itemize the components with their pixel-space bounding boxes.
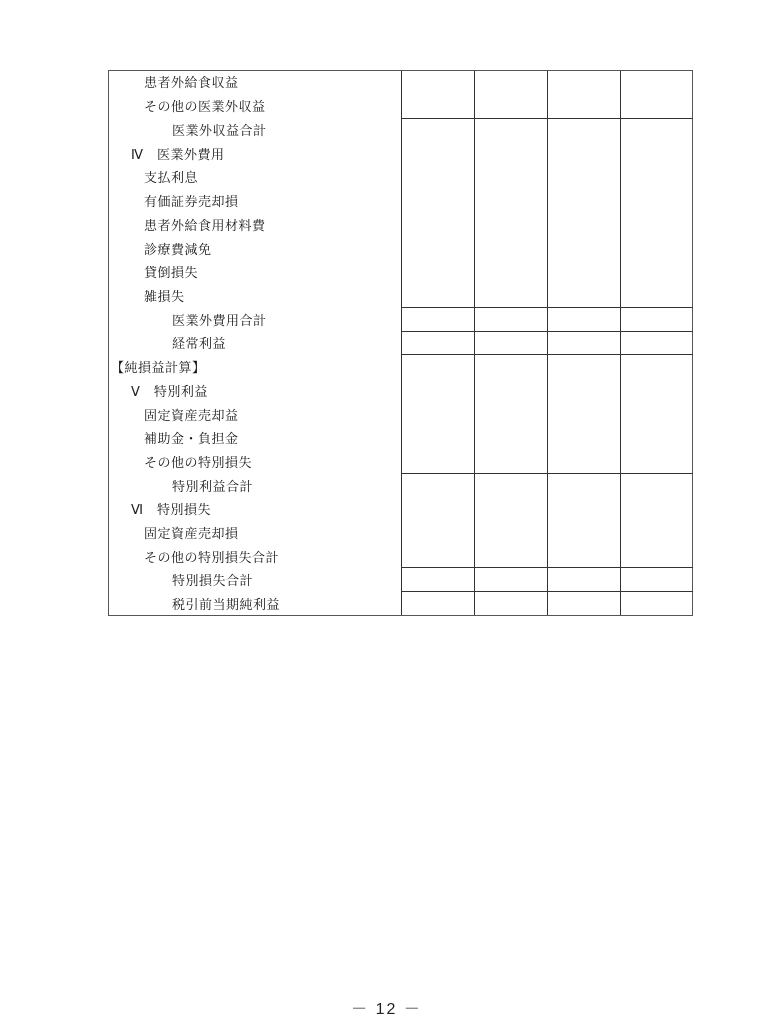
row-group-divider bbox=[401, 331, 693, 332]
page-number: － 12 － bbox=[351, 1001, 422, 1018]
value-cell bbox=[475, 71, 547, 118]
row-label: 特別損失合計 bbox=[172, 574, 254, 589]
value-cell bbox=[402, 71, 474, 118]
row-label: 医業外収益合計 bbox=[172, 124, 267, 139]
row-group-divider bbox=[401, 307, 693, 308]
row-group-divider bbox=[401, 591, 693, 592]
row-label: 固定資産売却損 bbox=[144, 527, 239, 542]
row-group-divider bbox=[401, 118, 693, 119]
row-label: 経常利益 bbox=[172, 337, 227, 352]
account-label-column bbox=[109, 71, 402, 615]
value-cell bbox=[621, 71, 693, 118]
column-divider bbox=[547, 71, 548, 615]
income-statement-table bbox=[108, 70, 693, 616]
row-group-divider bbox=[401, 567, 693, 568]
row-label: 補助金・負担金 bbox=[144, 432, 239, 447]
row-group-divider bbox=[401, 354, 693, 355]
row-label: その他の特別損失 bbox=[144, 456, 253, 471]
row-label: 患者外給食用材料費 bbox=[144, 219, 266, 234]
row-label: 税引前当期純利益 bbox=[172, 598, 281, 613]
row-label: 雑損失 bbox=[144, 290, 185, 305]
row-label: Ⅴ 特別利益 bbox=[131, 385, 208, 400]
row-label: 特別利益合計 bbox=[172, 480, 254, 495]
row-label: その他の特別損失合計 bbox=[144, 551, 280, 566]
column-divider bbox=[620, 71, 621, 615]
value-cell bbox=[548, 71, 620, 118]
column-divider bbox=[474, 71, 475, 615]
row-label: 有価証券売却損 bbox=[144, 195, 239, 210]
row-label: 【純損益計算】 bbox=[111, 361, 206, 376]
row-label: 貸倒損失 bbox=[144, 266, 199, 281]
row-label: Ⅳ 医業外費用 bbox=[131, 148, 225, 163]
row-label: 支払利息 bbox=[144, 171, 199, 186]
row-label: 診療費減免 bbox=[144, 243, 212, 258]
row-label: その他の医業外収益 bbox=[144, 100, 266, 115]
row-group-divider bbox=[401, 473, 693, 474]
row-label: Ⅵ 特別損失 bbox=[131, 503, 211, 518]
row-label: 固定資産売却益 bbox=[144, 409, 239, 424]
row-label: 医業外費用合計 bbox=[172, 314, 267, 329]
row-label: 患者外給食収益 bbox=[144, 76, 239, 91]
